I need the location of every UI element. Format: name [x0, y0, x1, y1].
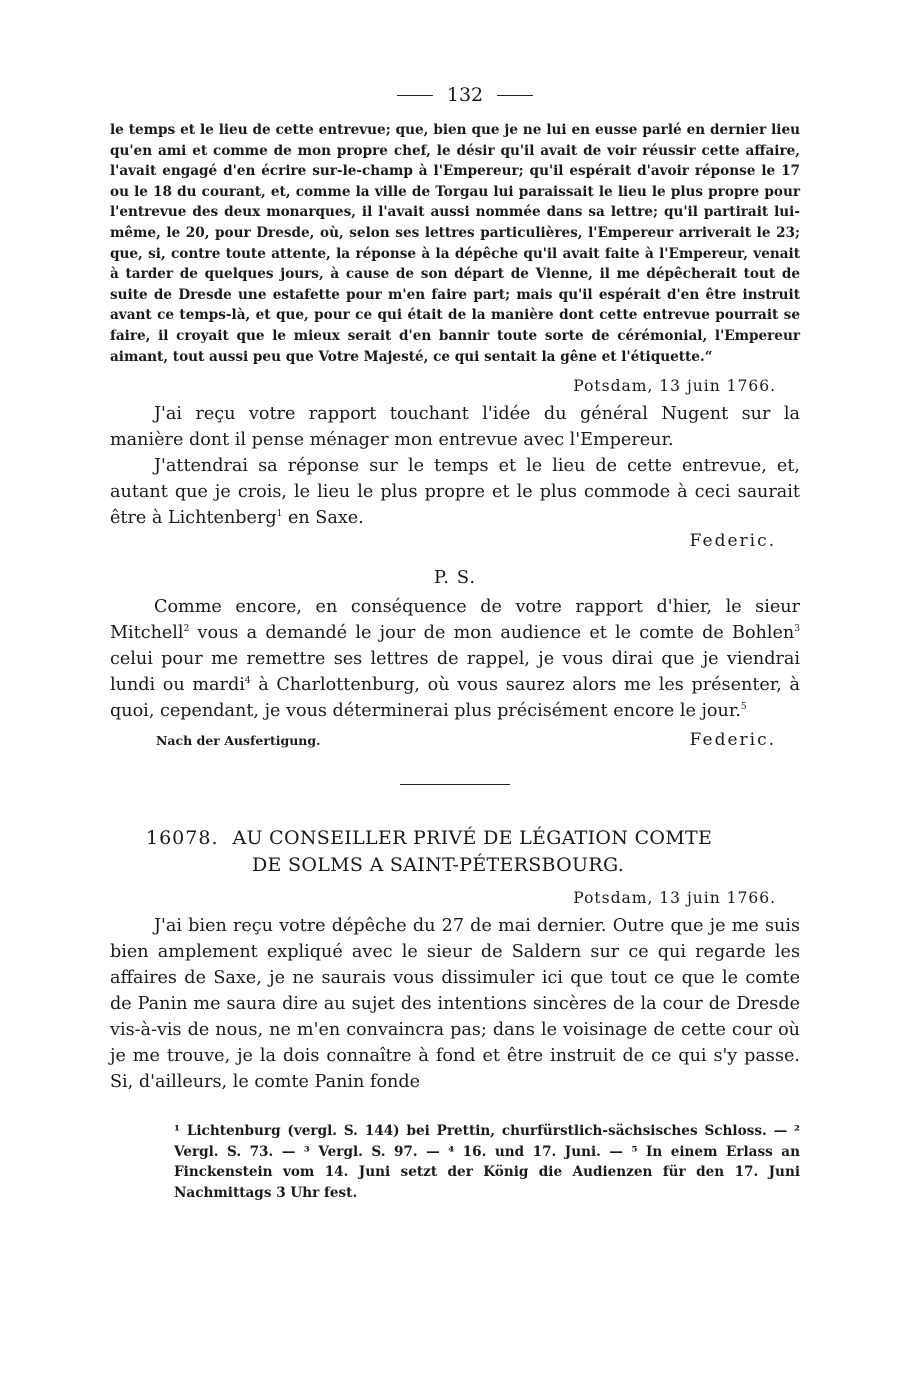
letter-paragraph: J'ai reçu votre rapport touchant l'idée du général Nugent sur la manière dont il pense ménager mon entrevue avec l'Empereur.	[110, 404, 800, 451]
footnote-ref: 3	[794, 624, 800, 635]
paragraph-text: en Saxe.	[282, 508, 364, 529]
paragraph-text: celui pour me remettre ses lettres de rappel, je vous dirai que je viendrai lundi ou mardi	[110, 649, 800, 696]
source-row	[110, 730, 800, 750]
paragraph-text: à Charlottenburg, où vous saurez alors me les présenter, à quoi, cependant, je vous déterminerai plus précisément encore le jour.	[110, 675, 800, 722]
footnote-ref: 4	[244, 676, 251, 687]
footnotes	[110, 1121, 800, 1203]
heading-line-1: AU CONSEILLER PRIVÉ DE LÉGATION COMTE	[232, 827, 713, 850]
document-page	[110, 84, 800, 1204]
paragraph-text: Comme encore, en conséquence de votre rapport d'hier, le sieur Mitchell	[110, 597, 800, 644]
header-dash-right	[497, 95, 533, 96]
section-divider	[400, 784, 510, 785]
quoted-report-text: le temps et le lieu de cette entrevue; que, bien que je ne lui en eusse parlé en dernier lieu qu'en ami et comme de mon propre chef, le désir qu'il avait de voir réussir cette affaire, l'avait engagé d'en écrire sur-le-champ à l'Empereur; qu'il espérait d'avoir réponse le 17 ou le 18 du courant, et, comme la ville de Torgau lui paraissait le lieu le plus propre pour l'entrevue des deux monarques, il l'avait aussi nommée dans sa lettre; qu'il partirait lui-même, le 20, pour Dresde, où, selon ses lettres particulières, l'Empereur arriverait le 23; que, si, contre toute attente, la réponse à la dépêche qu'il avait faite à l'Empereur, venait à tarder de quelques jours, à cause de son départ de Vienne, il me dépêcherait tout de suite de Dresde une estafette pour m'en faire part; mais qu'il espérait d'en être instruit avant ce temps-là, et que, pour ce qui était de la manière dont cette entrevue pourrait se faire, il croyait que le mieux serait d'en bannir toute sorte de cérémonial, l'Empereur aimant, tout aussi peu que Votre Majesté, ce qui sentait la gêne et l'étiquette.“	[110, 122, 800, 365]
footnote-ref: 2	[183, 624, 190, 635]
paragraph-text: vous a demandé le jour de mon audience et le comte de Bohlen	[189, 623, 795, 644]
paragraph-text: J'attendrai sa réponse sur le temps et le lieu de cette entrevue, et, autant que je crois, le lieu le plus propre et le plus commode à ceci saurait être à Lichtenberg	[110, 456, 800, 529]
letter-paragraph	[110, 453, 800, 531]
postscript-text	[110, 594, 800, 724]
postscript-signature: Federic.	[689, 730, 776, 751]
letter-heading	[146, 825, 800, 879]
letter-number: 16078.	[146, 827, 219, 850]
source-note: Nach der Ausfertigung.	[156, 733, 321, 749]
letter-dateline: Potsdam, 13 juin 1766.	[573, 377, 776, 396]
header-dash-left	[397, 95, 433, 96]
page-header	[130, 84, 800, 106]
page-number: 132	[446, 84, 484, 106]
footnote-text: ¹ Lichtenburg (vergl. S. 144) bei Prettin, churfürstlich-sächsisches Schloss. — ² Vergl. S. 73. — ³ Vergl. S. 97. — ⁴ 16. und 17. Juni. — ⁵ In einem Erlass an Finckenstein vom 14. Juni setzt der König die Audienzen für den 17. Juni Nachmittags 3 Uhr fest.	[174, 1123, 800, 1201]
footnote-ref: 1	[276, 509, 283, 520]
signature: Federic.	[689, 531, 776, 552]
letter-dateline: Potsdam, 13 juin 1766.	[573, 889, 776, 908]
footnote-ref: 5	[740, 702, 747, 713]
heading-line-2: DE SOLMS A SAINT-PÉTERSBOURG.	[252, 854, 625, 877]
postscript-heading: P. S.	[433, 567, 477, 589]
letter-body: J'ai bien reçu votre dépêche du 27 de mai dernier. Outre que je me suis bien amplement expliqué avec le sieur de Saldern sur ce qui regarde les affaires de Saxe, je ne saurais vous dissimuler ici que tout ce que le comte de Panin me saura dire au sujet des intentions sincères de la cour de Dresde vis-à-vis de nous, ne m'en convaincra pas; dans le voisinage de cette cour où je me trouve, je la dois connaître à fond et être instruit de ce qui s'y passe. Si, d'ailleurs, le comte Panin fonde	[110, 916, 800, 1093]
